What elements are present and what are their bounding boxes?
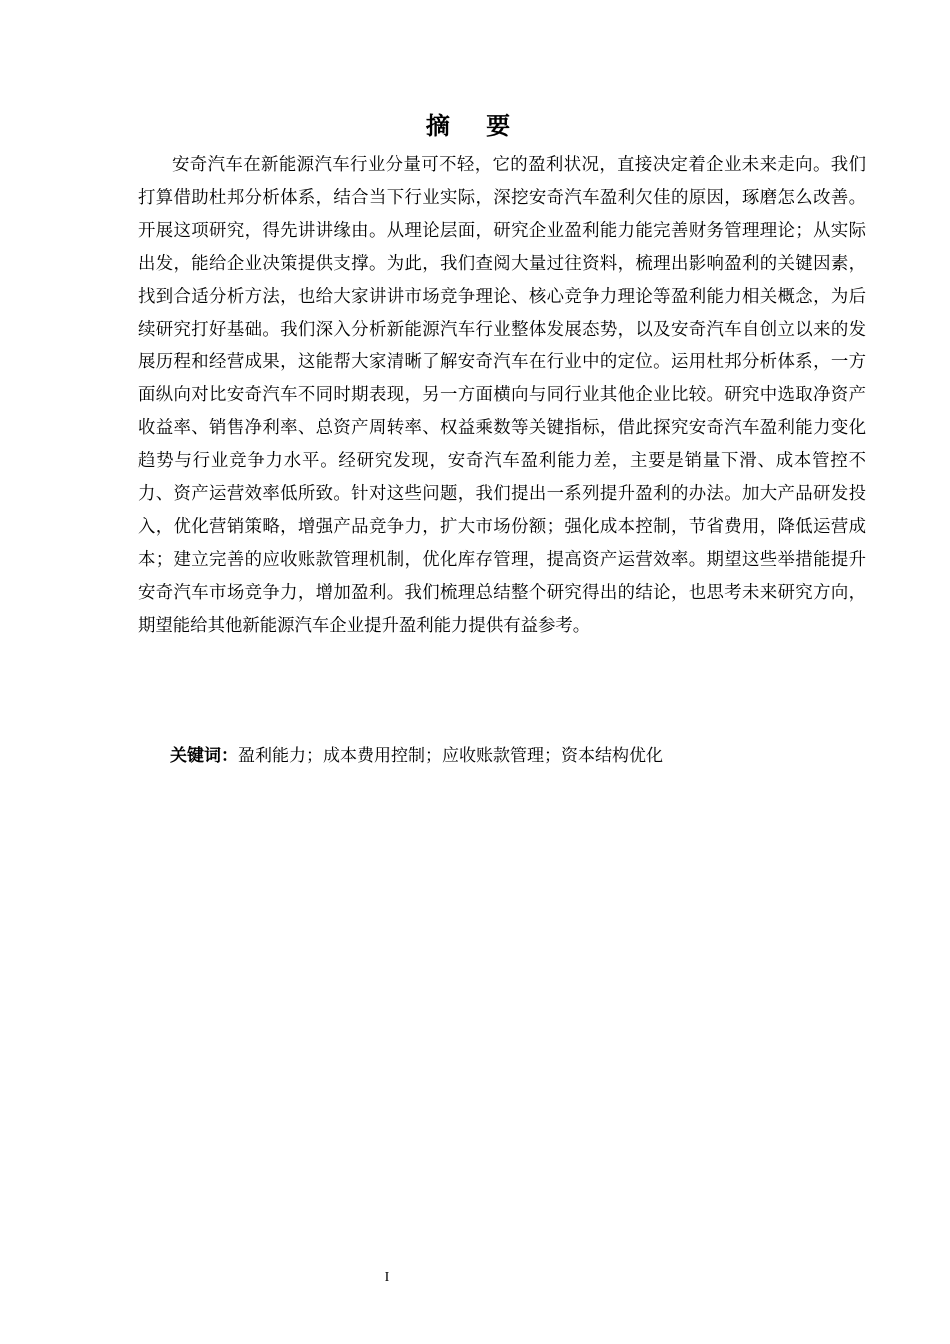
abstract-body: 安奇汽车在新能源汽车行业分量可不轻，它的盈利状况，直接决定着企业未来走向。我们打算借助杜邦分析体系，结合当下行业实际，深挖安奇汽车盈利欠佳的原因，琢磨怎么改善。开展这项研究，得先讲讲缘由。从理论层面，研究企业盈利能力能完善财务管理理论；从实际出发，能给企业决策提供支撑。为此，我们查阅大量过往资料，梳理出影响盈利的关键因素，找到合适分析方法，也给大家讲讲市场竞争理论、核心竞争力理论等盈利能力相关概念，为后续研究打好基础。我们深入分析新能源汽车行业整体发展态势，以及安奇汽车自创立以来的发展历程和经营成果，这能帮大家清晰了解安奇汽车在行业中的定位。运用杜邦分析体系，一方面纵向对比安奇汽车不同时期表现，另一方面横向与同行业其他企业比较。研究中选取净资产收益率、销售净利率、总资产周转率、权益乘数等关键指标，借此探究安奇汽车盈利能力变化趋势与行业竞争力水平。经研究发现，安奇汽车盈利能力差，主要是销量下滑、成本管控不力、资产运营效率低所致。针对这些问题，我们提出一系列提升盈利的办法。加大产品研发投入，优化营销策略，增强产品竞争力，扩大市场份额；强化成本控制，节省费用，降低运营成本；建立完善的应收账款管理机制，优化库存管理，提高资产运营效率。期望这些举措能提升安奇汽车市场竞争力，增加盈利。我们梳理总结整个研究得出的结论，也思考未来研究方向，期望能给其他新能源汽车企业提升盈利能力提供有益参考。 — [138, 155, 866, 636]
keywords-text: 盈利能力；成本费用控制；应收账款管理；资本结构优化 — [238, 746, 663, 766]
page-number: I — [384, 1270, 390, 1285]
keywords-line — [170, 741, 870, 771]
page-title: 摘 要 — [425, 112, 525, 140]
keywords-label: 关键词： — [170, 746, 238, 766]
